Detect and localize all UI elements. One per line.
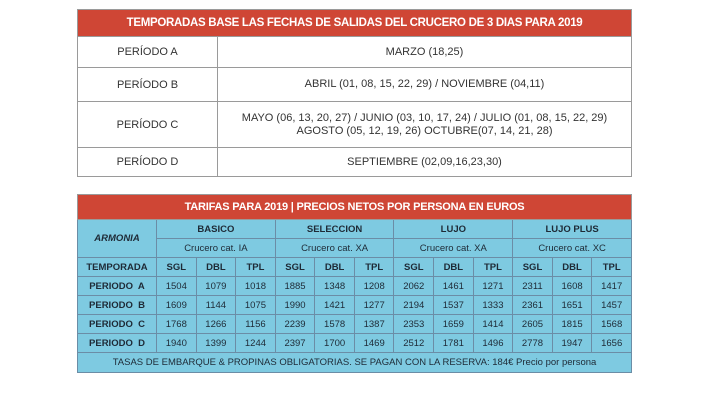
season-header: TEMPORADA: [78, 258, 157, 277]
rates-title: TARIFAS PARA 2019 | PRECIOS NETOS POR PERSONA EN EUROS: [78, 195, 632, 220]
period-label: PERIODO B: [78, 296, 157, 315]
price-cell: 1079: [196, 277, 236, 296]
occupancy-header: SGL: [157, 258, 197, 277]
price-cell: 1940: [157, 334, 197, 353]
schedule-title: TEMPORADAS BASE LAS FECHAS DE SALIDAS DEL CRUCERO DE 3 DIAS PARA 2019: [78, 10, 632, 37]
price-cell: 1333: [473, 296, 513, 315]
dates-line: AGOSTO (05, 12, 19, 26) OCTUBRE(07, 14, 21, 28): [296, 124, 553, 137]
price-cell: 1659: [434, 315, 474, 334]
occupancy-header: SGL: [513, 258, 553, 277]
cabin-category: Crucero cat. XA: [394, 239, 513, 258]
occupancy-header-row: [78, 258, 632, 277]
period-label: PERIODO A: [78, 277, 157, 296]
occupancy-header: TPL: [354, 258, 394, 277]
price-cell: 1208: [354, 277, 394, 296]
price-cell: 1768: [157, 315, 197, 334]
category-name: LUJO PLUS: [513, 220, 632, 239]
occupancy-header: TPL: [236, 258, 276, 277]
price-cell: 1608: [552, 277, 592, 296]
cabin-category: Crucero cat. XA: [275, 239, 394, 258]
price-cell: 1568: [592, 315, 632, 334]
occupancy-header: DBL: [196, 258, 236, 277]
price-cell: 1075: [236, 296, 276, 315]
table-row: [78, 102, 632, 148]
price-cell: 1990: [275, 296, 315, 315]
price-cell: 1244: [236, 334, 276, 353]
price-cell: 1387: [354, 315, 394, 334]
occupancy-header: TPL: [473, 258, 513, 277]
table-row: [78, 296, 632, 315]
dates-line: MAYO (06, 13, 20, 27) / JUNIO (03, 10, 17, 24) / JULIO (01, 08, 15, 22, 29): [241, 111, 608, 124]
price-cell: 1417: [592, 277, 632, 296]
price-cell: 1537: [434, 296, 474, 315]
rates-table: [77, 194, 632, 373]
price-cell: 1399: [196, 334, 236, 353]
price-cell: 1266: [196, 315, 236, 334]
dates-line: SEPTIEMBRE (02,09,16,23,30): [347, 155, 502, 168]
occupancy-header: SGL: [394, 258, 434, 277]
price-cell: 2397: [275, 334, 315, 353]
price-cell: 1469: [354, 334, 394, 353]
table-row: [78, 277, 632, 296]
price-cell: 2778: [513, 334, 553, 353]
period-label: PERÍODO C: [78, 102, 218, 148]
price-cell: 1700: [315, 334, 355, 353]
price-cell: 1504: [157, 277, 197, 296]
occupancy-header: DBL: [434, 258, 474, 277]
table-row: [78, 315, 632, 334]
price-cell: 1651: [552, 296, 592, 315]
price-cell: 2311: [513, 277, 553, 296]
table-row: [78, 68, 632, 102]
period-dates: [218, 102, 632, 148]
category-name: LUJO: [394, 220, 513, 239]
category-name: BASICO: [157, 220, 276, 239]
price-cell: 1461: [434, 277, 474, 296]
price-cell: 1414: [473, 315, 513, 334]
period-label: PERÍODO B: [78, 68, 218, 102]
period-label: PERIODO C: [78, 315, 157, 334]
price-cell: 2194: [394, 296, 434, 315]
table-row: [78, 37, 632, 68]
price-cell: 1421: [315, 296, 355, 315]
category-name: SELECCION: [275, 220, 394, 239]
cabin-category: Crucero cat. XC: [513, 239, 632, 258]
ship-name: ARMONIA: [78, 220, 157, 258]
price-cell: 1144: [196, 296, 236, 315]
price-cell: 1156: [236, 315, 276, 334]
price-cell: 2239: [275, 315, 315, 334]
period-dates: [218, 37, 632, 68]
price-cell: 2361: [513, 296, 553, 315]
price-cell: 1947: [552, 334, 592, 353]
price-cell: 2062: [394, 277, 434, 296]
price-cell: 1885: [275, 277, 315, 296]
price-cell: 1656: [592, 334, 632, 353]
table-row: [78, 334, 632, 353]
price-cell: 2353: [394, 315, 434, 334]
price-cell: 1457: [592, 296, 632, 315]
occupancy-header: DBL: [315, 258, 355, 277]
period-label: PERÍODO A: [78, 37, 218, 68]
period-dates: [218, 68, 632, 102]
period-dates: [218, 148, 632, 177]
price-cell: 2512: [394, 334, 434, 353]
dates-line: ABRIL (01, 08, 15, 22, 29) / NOVIEMBRE (04,11): [304, 78, 545, 90]
price-cell: 2605: [513, 315, 553, 334]
price-cell: 1018: [236, 277, 276, 296]
dates-line: MARZO (18,25): [385, 45, 464, 58]
table-row: [78, 148, 632, 177]
period-label: PERIODO D: [78, 334, 157, 353]
cabin-category: Crucero cat. IA: [157, 239, 276, 258]
price-cell: 1271: [473, 277, 513, 296]
occupancy-header: TPL: [592, 258, 632, 277]
price-cell: 1609: [157, 296, 197, 315]
price-cell: 1277: [354, 296, 394, 315]
price-cell: 1348: [315, 277, 355, 296]
price-cell: 1496: [473, 334, 513, 353]
occupancy-header: SGL: [275, 258, 315, 277]
rates-footnote: TASAS DE EMBARQUE & PROPINAS OBLIGATORIAS. SE PAGAN CON LA RESERVA: 184€ Precio por persona: [78, 353, 632, 373]
price-cell: 1815: [552, 315, 592, 334]
schedule-table: [77, 9, 632, 177]
price-cell: 1578: [315, 315, 355, 334]
occupancy-header: DBL: [552, 258, 592, 277]
period-label: PERÍODO D: [78, 148, 218, 177]
price-cell: 1781: [434, 334, 474, 353]
